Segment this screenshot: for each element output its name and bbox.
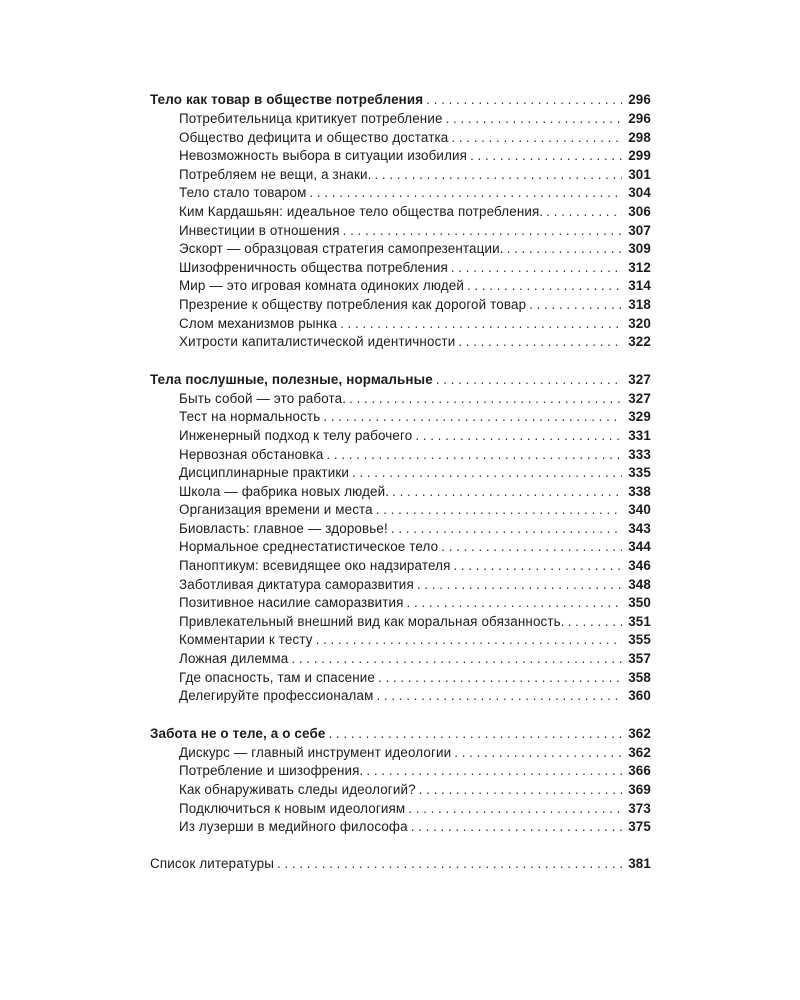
entry-title: Потребительница критикует потребление	[179, 111, 443, 126]
toc-entry	[150, 147, 651, 166]
entry-title: Позитивное насилие саморазвития	[179, 595, 404, 611]
toc-entry	[150, 277, 651, 296]
toc-entry	[150, 520, 651, 539]
page-number: 318	[628, 296, 651, 312]
toc-entry	[150, 315, 651, 334]
page-number: 314	[628, 278, 651, 294]
entry-title: Быть собой — это работа.	[179, 390, 347, 406]
toc-entry	[150, 464, 651, 483]
entry-title: Мир — это игровая комната одиноких людей	[179, 278, 464, 294]
page-number: 309	[628, 241, 651, 257]
toc-entry	[150, 222, 651, 241]
toc-entry	[150, 483, 651, 502]
entry-title: Тело стало товаром	[179, 185, 307, 201]
toc-entry	[150, 408, 651, 427]
page-number: 338	[628, 483, 651, 499]
dot-leader	[323, 408, 622, 427]
page-number: 362	[628, 725, 651, 741]
page-number: 360	[628, 688, 651, 704]
toc-entry	[150, 203, 651, 222]
chapter-title: Тела послушные, полезные, нормальные	[150, 371, 433, 387]
page-number: 358	[628, 669, 651, 685]
toc-entry	[150, 687, 651, 706]
toc-entry	[150, 390, 651, 409]
toc-entry	[150, 333, 651, 352]
entry-title: Ким Кардашьян: идеальное тело общества потребления.	[179, 203, 544, 219]
dot-leader	[309, 184, 622, 203]
dot-leader	[436, 370, 622, 390]
entry-title: Где опасность, там и спасение	[179, 669, 376, 685]
page-number: 375	[628, 819, 651, 835]
dot-leader	[366, 762, 622, 781]
dot-leader	[458, 333, 622, 352]
chapter-heading	[150, 370, 651, 390]
dot-leader	[391, 520, 622, 539]
page-number: 296	[628, 92, 651, 107]
entry-title: Шизофреничность общества потребления	[179, 259, 448, 275]
chapter-heading	[150, 724, 651, 744]
toc-entry	[150, 576, 651, 595]
dot-leader	[291, 650, 622, 669]
dot-leader	[374, 166, 622, 185]
page-number: 344	[628, 539, 651, 555]
toc-entry	[150, 744, 651, 763]
entry-title: Школа — фабрика новых людей.	[179, 483, 390, 499]
page-number: 307	[628, 222, 651, 238]
toc-entry	[150, 650, 651, 669]
page-number: 329	[628, 409, 651, 425]
dot-leader	[343, 222, 622, 241]
dot-leader	[415, 427, 622, 446]
toc-entry	[150, 166, 651, 185]
page-number: 301	[628, 166, 651, 182]
page-number: 362	[628, 744, 651, 760]
page-number: 333	[628, 446, 651, 462]
dot-leader	[426, 90, 622, 110]
entry-title: Потребление и шизофрения.	[179, 763, 364, 779]
dot-leader	[349, 390, 622, 409]
entry-title: Организация времени и места	[179, 502, 373, 518]
dot-leader	[568, 613, 622, 632]
entry-title: Дисциплинарные практики	[179, 465, 349, 481]
entry-title: Тест на нормальность	[179, 409, 321, 425]
page-number: 322	[628, 334, 651, 350]
entry-title: Дискурс — главный инструмент идеологии	[179, 744, 452, 760]
toc-entry	[150, 613, 651, 632]
dot-leader	[446, 110, 622, 129]
dot-leader	[326, 446, 622, 465]
toc-entry	[150, 296, 651, 315]
toc-entry	[150, 818, 651, 837]
page-number: 312	[628, 259, 651, 275]
toc-section	[150, 90, 651, 352]
entry-title: Нормальное среднестатистическое тело	[179, 539, 439, 555]
dot-leader	[376, 501, 622, 520]
page-number: 373	[628, 800, 651, 816]
entry-title: Эскорт — образцовая стратегия самопрезентации.	[179, 241, 504, 257]
toc-entry	[150, 669, 651, 688]
dot-leader	[441, 538, 622, 557]
page-number: 304	[628, 185, 651, 201]
page-number: 366	[628, 763, 651, 779]
dot-leader	[453, 557, 622, 576]
toc-entry	[150, 446, 651, 465]
dot-leader	[408, 800, 622, 819]
toc-entry	[150, 594, 651, 613]
chapter-title: Забота не о теле, а о себе	[150, 725, 326, 741]
dot-leader	[419, 781, 622, 800]
chapter-title: Тело как товар в обществе потребления	[150, 92, 424, 107]
entry-title: Делегируйте профессионалам	[179, 688, 374, 704]
page-number: 299	[628, 148, 651, 164]
dot-leader	[376, 687, 622, 706]
entry-title: Подключиться к новым идеологиям	[179, 800, 406, 816]
entry-title: Инженерный подход к телу рабочего	[179, 427, 413, 443]
page-number: 357	[628, 651, 651, 667]
dot-leader	[277, 855, 622, 874]
chapter-heading	[150, 90, 651, 110]
page-number: 335	[628, 465, 651, 481]
dot-leader	[454, 744, 622, 763]
bibliography-title: Список литературы	[150, 855, 275, 871]
entry-title: Паноптикум: всевидящее око надзирателя	[179, 558, 451, 574]
entry-title: Невозможность выбора в ситуации изобилия	[179, 148, 468, 164]
dot-leader	[451, 259, 622, 278]
entry-title: Общество дефицита и общество достатка	[179, 129, 449, 145]
dot-leader	[507, 240, 622, 259]
entry-title: Инвестиции в отношения	[179, 222, 340, 238]
toc-entry	[150, 501, 651, 520]
dot-leader	[411, 818, 622, 837]
entry-title: Нервозная обстановка	[179, 446, 324, 462]
page-number: 296	[628, 111, 651, 126]
toc-entry	[150, 557, 651, 576]
page-number: 350	[628, 595, 651, 611]
page-number: 298	[628, 129, 651, 145]
entry-title: Потребляем не вещи, а знаки.	[179, 166, 372, 182]
page-number: 348	[628, 576, 651, 592]
entry-title: Комментарии к тесту	[179, 632, 313, 648]
page-number: 343	[628, 520, 651, 536]
toc-entry	[150, 129, 651, 148]
page-number: 320	[628, 315, 651, 331]
page-number: 331	[628, 427, 651, 443]
toc-entry	[150, 631, 651, 650]
toc-entry	[150, 762, 651, 781]
dot-leader	[378, 669, 622, 688]
table-of-contents	[150, 90, 651, 873]
page-number: 355	[628, 632, 651, 648]
toc-entry	[150, 427, 651, 446]
toc-entry	[150, 800, 651, 819]
toc-entry	[150, 184, 651, 203]
entry-title: Биовласть: главное — здоровье!	[179, 520, 388, 536]
dot-leader	[451, 129, 622, 148]
dot-leader	[470, 147, 622, 166]
dot-leader	[546, 203, 622, 222]
toc-entry	[150, 240, 651, 259]
page-number: 306	[628, 203, 651, 219]
page-number: 369	[628, 782, 651, 797]
dot-leader	[417, 576, 622, 595]
entry-title: Слом механизмов рынка	[179, 315, 338, 331]
entry-title: Хитрости капиталистической идентичности	[179, 334, 456, 350]
page-number: 327	[628, 371, 651, 387]
entry-title: Из лузерши в медийного философа	[179, 819, 408, 835]
toc-entry	[150, 538, 651, 557]
page-number: 351	[628, 613, 651, 629]
dot-leader	[392, 483, 622, 502]
toc-entry	[150, 110, 651, 129]
page-number: 381	[628, 855, 651, 871]
page-number: 340	[628, 502, 651, 518]
toc-section	[150, 370, 651, 706]
dot-leader	[340, 315, 622, 334]
entry-title: Привлекательный внешний вид как моральная обязанность.	[179, 613, 565, 629]
entry-title: Ложная дилемма	[179, 651, 289, 667]
page-number: 327	[628, 390, 651, 406]
bibliography-entry	[150, 855, 651, 874]
dot-leader	[316, 631, 622, 650]
toc-entry	[150, 259, 651, 278]
dot-leader	[467, 277, 622, 296]
dot-leader	[352, 464, 622, 483]
page-number: 346	[628, 558, 651, 574]
dot-leader	[529, 296, 622, 315]
entry-title: Как обнаруживать следы идеологий?	[179, 782, 416, 797]
dot-leader	[407, 594, 622, 613]
entry-title: Заботливая диктатура саморазвития	[179, 576, 414, 592]
toc-section	[150, 724, 651, 837]
toc-entry	[150, 781, 651, 800]
entry-title: Презрение к обществу потребления как дорогой товар	[179, 296, 527, 312]
dot-leader	[328, 724, 622, 744]
